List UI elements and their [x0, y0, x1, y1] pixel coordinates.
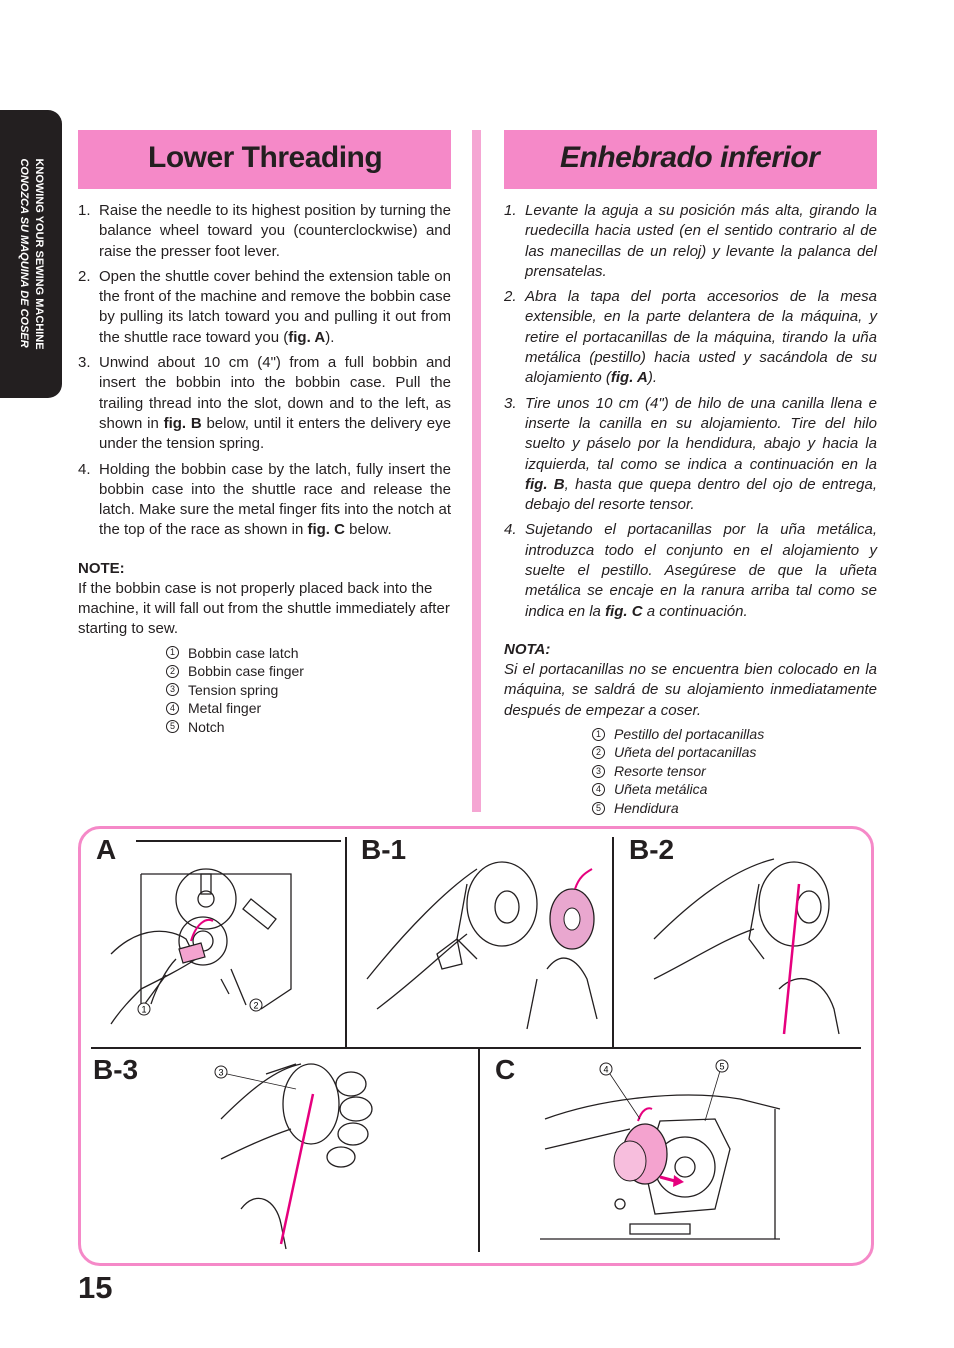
- english-column: [78, 130, 451, 736]
- english-title: Lower Threading: [148, 141, 383, 174]
- figure-a-latch-highlight: [179, 943, 205, 963]
- figure-b1-illustration: [347, 829, 611, 1047]
- spanish-legend: [592, 725, 877, 818]
- figure-b3-thread: [281, 1094, 313, 1244]
- spanish-title: Enhebrado inferior: [560, 141, 820, 174]
- english-note-body: If the bobbin case is not properly placed back into the machine, it will fall out from the shuttle immediately after starting to sew.: [78, 579, 450, 638]
- side-tab-text: [16, 158, 46, 349]
- english-header: [78, 130, 451, 189]
- spanish-step-4: 4. Sujetando el portacanillas por la uña metálica, introduzca todo el conjunto en el alojamiento y suelte el pestillo. Asegúrese de que la uñeta metálica se encaje en la ranura arriba tal como se indica en la fig. C a continuación.: [504, 521, 877, 620]
- spanish-column: [504, 130, 877, 817]
- spanish-step-3: 3. Tire unos 10 cm (4") de hilo de una canilla llena e inserte la canilla en su alojamiento. Tire del hilo suelto y páselo por la hendidura, abajo y hacia la izquierda, tal como se indica a continuación en la fig. B, hasta que quepa dentro del ojo de entrega, debajo del resorte tensor.: [504, 394, 877, 514]
- figure-b2-illustration: [614, 829, 872, 1047]
- fig-label-a: A: [96, 834, 117, 865]
- side-tab-spanish: CONOZCA SU MAQUINA DE COSER: [18, 158, 30, 348]
- fig-label-b1: B-1: [361, 834, 407, 865]
- legend-item: 5 Hendidura: [592, 799, 877, 818]
- spanish-step-1: 1. Levante la aguja a su posición más alta, girando la ruedecilla hacia usted (en el sentido contrario al de las manecillas de un reloj) y levante la palanca del prensatelas.: [504, 202, 877, 280]
- figure-a-illustration: [81, 829, 345, 1047]
- figures-box: [78, 826, 874, 1266]
- english-note-title: NOTE:: [78, 559, 125, 577]
- english-step-1: 1. Raise the needle to its highest position by turning the balance wheel toward you (counterclockwise) and raise the presser foot lever.: [78, 202, 451, 260]
- english-step-2: 2. Open the shuttle cover behind the extension table on the front of the machine and remove the bobbin case by pulling its latch toward you and pulling it out from the shuttle race toward you (fig. A).: [78, 267, 451, 346]
- spanish-step-2: 2. Abra la tapa del porta accesorios de la mesa extensible, en la parte delantera de la máquina, y retire el portacanillas de la máquina, tirando la uña metálica (pestillo) hacia usted y sacándola de su alojamiento (fig. A).: [504, 288, 877, 387]
- fig-label-b3: B-3: [93, 1054, 139, 1085]
- page-number: 15: [78, 1270, 113, 1305]
- legend-item: 1 Pestillo del portacanillas: [592, 725, 877, 744]
- figure-c-callout-5: 5: [719, 1061, 725, 1072]
- legend-item: 3 Resorte tensor: [592, 762, 877, 781]
- fig-label-c: C: [495, 1054, 516, 1085]
- column-divider: [472, 130, 481, 812]
- figure-b3-callout-3: 3: [218, 1067, 224, 1078]
- figure-b3-illustration: [81, 1049, 478, 1254]
- figure-b2-thread: [784, 884, 799, 1034]
- legend-item: 4 Metal finger: [166, 699, 451, 718]
- legend-item: 2 Bobbin case finger: [166, 662, 451, 681]
- section-side-tab: [0, 110, 62, 398]
- figure-c-arrow: [660, 1177, 675, 1181]
- english-step-3: 3. Unwind about 10 cm (4") from a full bobbin and insert the bobbin into the bobbin case. Pull the trailing thread into the slot, down and to the left, as shown in fig. B below, until it enters the delivery eye under the tension spring.: [78, 354, 451, 453]
- figure-a-callout-2: 2: [253, 1000, 259, 1011]
- figure-c-illustration: [480, 1049, 870, 1254]
- fig-label-b2: B-2: [629, 834, 675, 865]
- figure-a-callout-1: 1: [141, 1004, 147, 1015]
- spanish-steps: [504, 201, 877, 622]
- spanish-note-body: Si el portacanillas no se encuentra bien colocado en la máquina, se saldrá de su alojamiento inmediatamente después de empezar a coser.: [504, 660, 877, 719]
- side-tab-english: KNOWING YOUR SEWING MACHINE: [33, 158, 45, 350]
- legend-item: 2 Uñeta del portacanillas: [592, 743, 877, 762]
- spanish-note-title: NOTA:: [504, 640, 551, 658]
- english-steps: [78, 201, 451, 541]
- legend-item: 4 Uñeta metálica: [592, 780, 877, 799]
- legend-item: 1 Bobbin case latch: [166, 644, 451, 663]
- figure-c-callout-4: 4: [603, 1064, 609, 1075]
- legend-item: 3 Tension spring: [166, 681, 451, 700]
- english-legend: [166, 644, 451, 737]
- spanish-header: [504, 130, 877, 189]
- english-step-4: 4. Holding the bobbin case by the latch, fully insert the bobbin case into the shuttle race and release the latch. Make sure the metal finger fits into the notch at the top of the race as shown in fig. C below.: [78, 460, 451, 539]
- legend-item: 5 Notch: [166, 718, 451, 737]
